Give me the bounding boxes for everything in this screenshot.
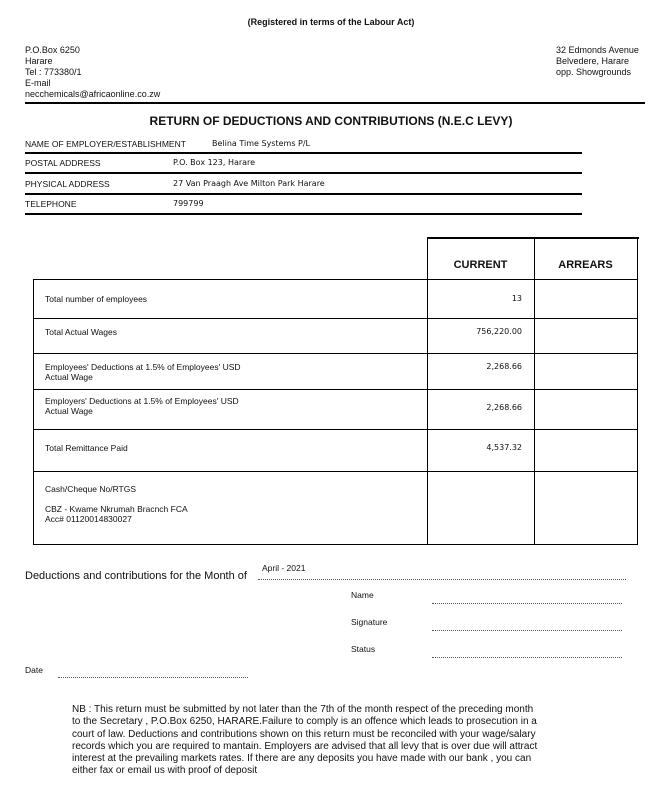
underline <box>25 213 582 215</box>
address-right: 32 Edmonds Avenue Belvedere, Harare opp. Showgrounds <box>556 45 639 77</box>
col-current-header: CURRENT <box>453 259 508 271</box>
name-field[interactable] <box>432 603 622 604</box>
underline <box>25 172 582 174</box>
current-value[interactable]: 13 <box>511 294 522 303</box>
signature-field[interactable] <box>432 630 622 631</box>
header-divider <box>25 102 645 104</box>
physical-address-label: PHYSICAL ADDRESS <box>25 179 110 189</box>
postal-address-field[interactable]: P.O. Box 123, Harare <box>173 158 256 167</box>
telephone-field[interactable]: 799799 <box>173 199 204 208</box>
col-arrears-header: ARREARS <box>558 259 613 271</box>
status-label: Status <box>351 644 376 654</box>
date-label: Date <box>25 665 43 675</box>
current-value[interactable]: 2,268.66 <box>486 362 522 371</box>
form-title: RETURN OF DEDUCTIONS AND CONTRIBUTIONS (N.E.C LEVY) <box>149 114 513 128</box>
address-left: P.O.Box 6250 Harare Tel : 773380/1 E-mail necchemicals@africaonline.co.zw <box>25 45 161 99</box>
underline <box>25 193 582 195</box>
underline <box>25 152 582 154</box>
name-label: Name <box>351 590 374 600</box>
date-field[interactable] <box>58 677 248 678</box>
registration-note: (Registered in terms of the Labour Act) <box>247 17 415 27</box>
physical-address-field[interactable]: 27 Van Praagh Ave Milton Park Harare <box>173 179 325 188</box>
bank-account: Acc# 01120014830027 <box>45 514 132 524</box>
month-field-line <box>258 579 626 580</box>
current-value[interactable]: 756,220.00 <box>476 327 522 336</box>
current-value[interactable]: 2,268.66 <box>486 403 522 412</box>
month-value[interactable]: April - 2021 <box>262 563 306 573</box>
status-field[interactable] <box>432 657 622 658</box>
employer-name-field[interactable]: Belina Time Systems P/L <box>212 139 311 148</box>
bank-name: CBZ - Kwame Nkrumah Bracnch FCA <box>45 504 188 514</box>
email-link[interactable]: necchemicals@africaonline.co.zw <box>25 89 161 99</box>
postal-address-label: POSTAL ADDRESS <box>25 158 101 168</box>
submission-note: NB : This return must be submitted by not later than the 7th of the month respect of the preceding month to the Secretary , P.O.Box 6250, HARARE.Failure to comply is an offence which leads to prosecution in a court of law. Deductions and contributions shown on this return must be reconciled with your wage/salary records which you are required to mantain. Employers are advised that all levy that is over due will attract interest at the prevailing markets rates. If there are any deposits you have made with our bank , you can either fax or email us with proof of deposit <box>72 704 538 777</box>
employer-name-label: NAME OF EMPLOYER/ESTABLISHMENT <box>25 139 186 149</box>
current-value[interactable]: 4,537.32 <box>486 443 522 452</box>
month-label: Deductions and contributions for the Month of <box>25 570 247 582</box>
telephone-label: TELEPHONE <box>25 199 77 209</box>
signature-label: Signature <box>351 617 388 627</box>
